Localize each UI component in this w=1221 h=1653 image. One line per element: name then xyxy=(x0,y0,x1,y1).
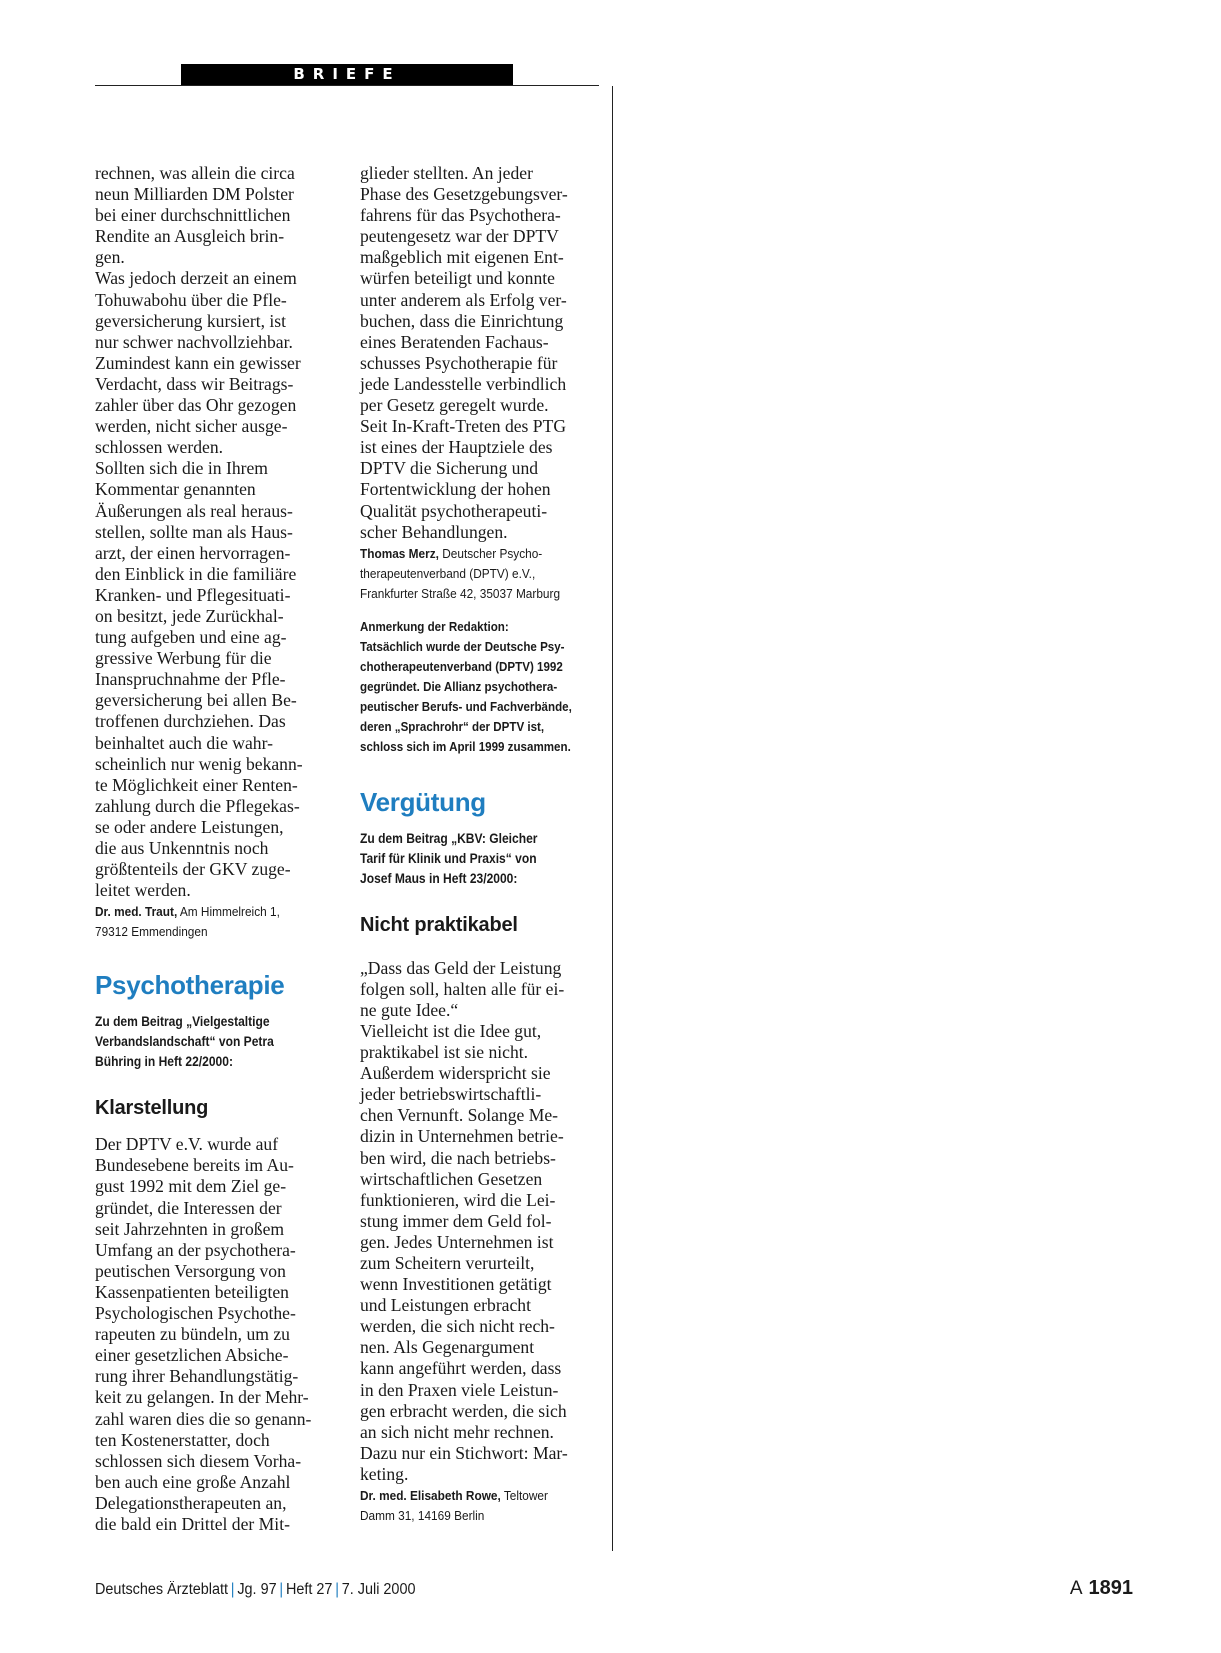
subtitle-nicht-praktikabel: Nicht praktikabel xyxy=(360,913,518,936)
signature-traut-city: 79312 Emmendingen xyxy=(95,925,208,940)
body-text-line: wirtschaftlichen Gesetzen xyxy=(360,1168,543,1189)
body-text-line: glieder stellten. An jeder xyxy=(360,163,533,183)
body-text-line: gressive Werbung für die xyxy=(95,648,272,669)
body-text-line: beinhaltet auch die wahr- xyxy=(95,732,273,753)
body-text-line: funktionieren, wird die Lei- xyxy=(360,1189,556,1210)
page-number: 1891 xyxy=(1088,1577,1133,1599)
body-text-line: praktikabel ist sie nicht. xyxy=(360,1042,529,1063)
signature-traut xyxy=(95,902,321,942)
body-text-line: zahler über das Ohr gezogen xyxy=(95,395,297,416)
editor-note-line: Anmerkung der Redaktion: xyxy=(360,619,509,634)
body-text-line: Der DPTV e.V. wurde auf xyxy=(95,1134,279,1155)
body-text-line: neun Milliarden DM Polster xyxy=(95,184,294,205)
body-text-line: Was jedoch derzeit an einem xyxy=(95,268,297,289)
body-text-line: gust 1992 mit dem Ziel ge- xyxy=(95,1176,287,1197)
letter-rowe-body xyxy=(360,958,600,1485)
body-text-line: zum Scheitern verurteilt, xyxy=(360,1253,535,1273)
body-text-line: gründet, die Interessen der xyxy=(95,1197,282,1218)
intro-line: Zu dem Beitrag „KBV: Gleicher xyxy=(360,830,538,846)
body-text-line: jede Landesstelle verbindlich xyxy=(360,373,567,394)
body-text-line: ben auch eine große Anzahl xyxy=(95,1471,291,1492)
body-text-line: Qualität psychotherapeuti- xyxy=(360,500,548,521)
body-text-line: werden, die sich nicht rech- xyxy=(360,1316,555,1337)
body-text-line: folgen soll, halten alle für ei- xyxy=(360,978,565,999)
letter-merz-body xyxy=(95,1134,335,1535)
body-text-line: Kassenpatienten beteiligten xyxy=(95,1281,289,1302)
body-text-line: nen. Als Gegenargument xyxy=(360,1337,535,1358)
body-text-line: Äußerungen als real heraus- xyxy=(95,500,293,521)
editor-note-line: peutischer Berufs- und Fachverbände, xyxy=(360,699,572,714)
body-text-line: gen erbracht werden, die sich xyxy=(360,1400,567,1421)
body-text-line: Außerdem widerspricht sie xyxy=(360,1063,551,1084)
body-text-line: schlossen sich diesem Vorha- xyxy=(95,1450,302,1471)
intro-line: Josef Maus in Heft 23/2000: xyxy=(360,870,518,886)
intro-line: Tarif für Klinik und Praxis“ von xyxy=(360,850,537,866)
signature-traut-name: Dr. med. Traut, xyxy=(95,905,178,920)
body-text-line: Sollten sich die in Ihrem xyxy=(95,458,268,479)
body-text-line: Inanspruchnahme der Pfle- xyxy=(95,669,286,690)
body-text-line: unter anderem als Erfolg ver- xyxy=(360,289,567,310)
header-rule xyxy=(95,85,599,86)
body-text-line: stellen, sollte man als Haus- xyxy=(95,521,293,542)
body-text-line: Zumindest kann ein gewisser xyxy=(95,352,301,373)
intro-line: Zu dem Beitrag „Vielgestaltige xyxy=(95,1014,270,1030)
body-text-line: an sich nicht mehr rechnen. xyxy=(360,1421,554,1442)
body-text-line: ben wird, die nach betriebs- xyxy=(360,1147,556,1168)
body-text-line: Phase des Gesetzgebungsver- xyxy=(360,184,568,205)
body-text-line: fahrens für das Psychothera- xyxy=(360,205,561,226)
body-text-line: scheinlich nur wenig bekann- xyxy=(95,753,303,774)
body-text-line: rechnen, was allein die circa xyxy=(95,163,295,183)
body-text-line: te Möglichkeit einer Renten- xyxy=(95,774,298,795)
subtitle-klarstellung: Klarstellung xyxy=(95,1097,209,1120)
footer-separator: | xyxy=(230,1581,235,1598)
body-text-line: DPTV die Sicherung und xyxy=(360,458,539,479)
body-text-line: zahl waren dies die so genann- xyxy=(95,1408,312,1429)
body-text-line: geversicherung bei allen Be- xyxy=(95,690,297,711)
body-text-line: Verdacht, dass wir Beitrags- xyxy=(95,373,294,394)
editor-note-line: schloss sich im April 1999 zusammen. xyxy=(360,739,571,754)
intro-psychotherapie xyxy=(95,1012,311,1072)
editor-note-line: chotherapeutenverband (DPTV) 1992 xyxy=(360,659,563,674)
body-text-line: den Einblick in die familiäre xyxy=(95,563,297,584)
body-text-line: würfen beteiligt und konnte xyxy=(360,268,555,289)
body-text-line: leitet werden. xyxy=(95,880,191,901)
letter-traut-body xyxy=(95,163,335,901)
body-text-line: die bald ein Drittel der Mit- xyxy=(95,1513,290,1534)
footer-issue: Heft 27 xyxy=(285,1581,333,1598)
body-text-line: bei einer durchschnittlichen xyxy=(95,205,291,226)
signature-rowe xyxy=(360,1486,586,1526)
signature-traut-address: Am Himmelreich 1, xyxy=(177,905,280,920)
signature-merz-org-cont: therapeutenverband (DPTV) e.V., xyxy=(360,566,536,581)
body-text-line: Vielleicht ist die Idee gut, xyxy=(360,1020,542,1041)
footer-date: 7. Juli 2000 xyxy=(341,1581,416,1598)
section-header-bar xyxy=(181,64,513,85)
body-text-line: peutischen Versorgung von xyxy=(95,1260,286,1281)
body-text-line: Delegationstherapeuten an, xyxy=(95,1492,287,1513)
body-text-line: kann angeführt werden, dass xyxy=(360,1358,562,1379)
body-text-line: werden, nicht sicher ausge- xyxy=(95,416,288,437)
signature-merz xyxy=(360,544,586,604)
body-text-line: rung ihrer Behandlungstätig- xyxy=(95,1366,299,1387)
body-text-line: on besitzt, jede Zurückhal- xyxy=(95,605,284,626)
body-text-line: buchen, dass die Einrichtung xyxy=(360,310,564,331)
body-text-line: zahlung durch die Pflegekas- xyxy=(95,795,300,816)
signature-merz-org: Deutscher Psycho- xyxy=(438,546,543,561)
body-text-line: maßgeblich mit eigenen Ent- xyxy=(360,247,564,268)
body-text-line: tung aufgeben und eine ag- xyxy=(95,627,287,648)
footer-journal: Deutsches Ärzteblatt xyxy=(95,1581,229,1598)
body-text-line: die aus Unkenntnis noch xyxy=(95,838,269,858)
page-prefix: A xyxy=(1069,1578,1083,1599)
body-text-line: Dazu nur ein Stichwort: Mar- xyxy=(360,1442,568,1463)
body-text-line: arzt, der einen hervorragen- xyxy=(95,542,291,563)
signature-rowe-name: Dr. med. Elisabeth Rowe, xyxy=(360,1489,501,1504)
signature-merz-address: Frankfurter Straße 42, 35037 Marburg xyxy=(360,586,561,601)
body-text-line: stung immer dem Geld fol- xyxy=(360,1210,552,1231)
signature-rowe-address: Teltower xyxy=(500,1489,548,1504)
left-column xyxy=(95,163,335,1535)
body-text-line: Psychologischen Psychothe- xyxy=(95,1303,296,1324)
body-text-line: wenn Investitionen getätigt xyxy=(360,1274,552,1295)
body-text-line: „Dass das Geld der Leistung xyxy=(360,957,562,978)
editor-note xyxy=(360,617,581,757)
signature-rowe-city: Damm 31, 14169 Berlin xyxy=(360,1509,485,1524)
intro-verguetung xyxy=(360,829,576,889)
body-text-line: Fortentwicklung der hohen xyxy=(360,479,551,500)
body-text-line: Rendite an Ausgleich brin- xyxy=(95,226,285,247)
footer-separator: | xyxy=(335,1581,339,1598)
editor-note-line: deren „Sprachrohr“ der DPTV ist, xyxy=(360,719,545,734)
body-text-line: seit Jahrzehnten in großem xyxy=(95,1218,285,1239)
body-text-line: gen. xyxy=(95,247,125,268)
body-text-line: schlossen werden. xyxy=(95,437,224,458)
footer-volume: Jg. 97 xyxy=(237,1581,277,1598)
body-text-line: Seit In-Kraft-Treten des PTG xyxy=(360,416,567,437)
body-text-line: und Leistungen erbracht xyxy=(360,1295,531,1316)
letter-merz-body-continued xyxy=(360,163,600,543)
body-text-line: keting. xyxy=(360,1463,409,1484)
body-text-line: einer gesetzlichen Absiche- xyxy=(95,1345,289,1366)
body-text-line: dizin in Unternehmen betrie- xyxy=(360,1126,564,1147)
body-text-line: troffenen durchziehen. Das xyxy=(95,711,286,732)
body-text-line: Kommentar genannten xyxy=(95,479,256,500)
footer-separator: | xyxy=(279,1581,284,1598)
body-text-line: Umfang an der psychothera- xyxy=(95,1239,296,1260)
body-text-line: peutengesetz war der DPTV xyxy=(360,226,559,247)
right-column xyxy=(360,163,600,1526)
page-number-block xyxy=(1070,1576,1133,1601)
signature-merz-name: Thomas Merz, xyxy=(360,546,439,561)
column-divider xyxy=(612,86,613,1551)
body-text-line: ne gute Idee.“ xyxy=(360,999,459,1020)
section-header-label: BRIEFE xyxy=(293,65,401,83)
editor-note-line: gegründet. Die Allianz psychothera- xyxy=(360,679,558,694)
body-text-line: ten Kostenerstatter, doch xyxy=(95,1429,270,1450)
footer-citation xyxy=(95,1580,415,1600)
body-text-line: geversicherung kursiert, ist xyxy=(95,310,287,331)
body-text-line: chen Vernunft. Solange Me- xyxy=(360,1105,559,1126)
intro-line: Bühring in Heft 22/2000: xyxy=(95,1054,233,1070)
body-text-line: Tohuwabohu über die Pfle- xyxy=(95,289,287,310)
section-title-psychotherapie: Psychotherapie xyxy=(95,970,285,1001)
section-title-verguetung: Vergütung xyxy=(360,786,486,817)
intro-line: Verbandslandschaft“ von Petra xyxy=(95,1034,274,1050)
body-text-line: gen. Jedes Unternehmen ist xyxy=(360,1231,554,1252)
body-text-line: in den Praxen viele Leistun- xyxy=(360,1379,559,1400)
body-text-line: nur schwer nachvollziehbar. xyxy=(95,331,293,352)
body-text-line: Bundesebene bereits im Au- xyxy=(95,1155,294,1176)
body-text-line: eines Beratenden Fachaus- xyxy=(360,331,549,352)
body-text-line: per Gesetz geregelt wurde. xyxy=(360,395,549,416)
body-text-line: größtenteils der GKV zuge- xyxy=(95,859,291,880)
body-text-line: Kranken- und Pflegesituati- xyxy=(95,584,291,605)
body-text-line: keit zu gelangen. In der Mehr- xyxy=(95,1387,309,1408)
body-text-line: se oder andere Leistungen, xyxy=(95,816,284,837)
body-text-line: ist eines der Hauptziele des xyxy=(360,437,553,458)
body-text-line: schusses Psychotherapie für xyxy=(360,352,558,373)
body-text-line: rapeuten zu bündeln, um zu xyxy=(95,1324,290,1345)
body-text-line: jeder betriebswirtschaftli- xyxy=(360,1084,542,1105)
editor-note-line: Tatsächlich wurde der Deutsche Psy- xyxy=(360,639,565,654)
body-text-line: scher Behandlungen. xyxy=(360,521,508,542)
